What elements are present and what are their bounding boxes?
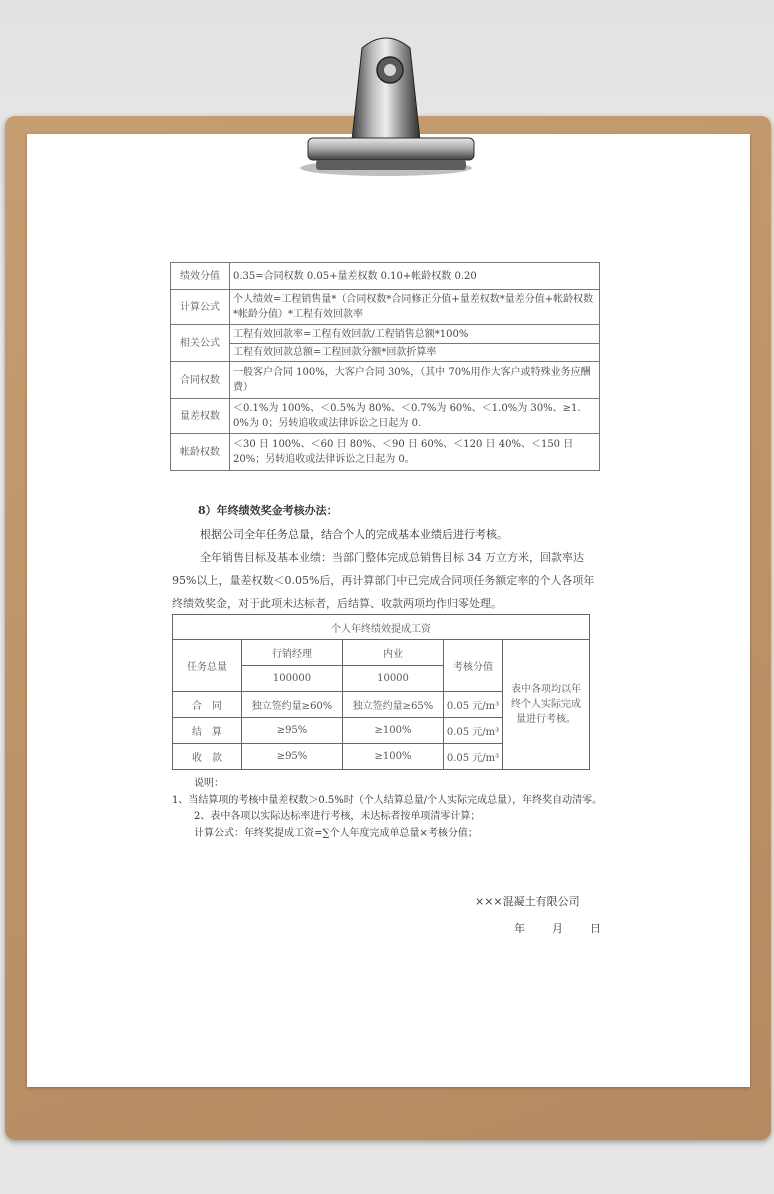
notes-heading: 说明： xyxy=(194,778,224,789)
notes xyxy=(172,776,604,842)
task-label: 任务总量 xyxy=(173,640,242,692)
row-label: 收 款 xyxy=(173,744,242,770)
notes-item-2: 2、表中各项以实际达标率进行考核，未达标者按单项清零计算； xyxy=(194,811,481,822)
row-sales: ≥95% xyxy=(242,718,343,744)
date-month: 月 xyxy=(552,922,563,935)
section-title: 8）年终绩效奖金考核办法： xyxy=(198,504,338,517)
date-year: 年 xyxy=(514,922,525,935)
row-label: 结 算 xyxy=(173,718,242,744)
section-intro: 根据公司全年任务总量，结合个人的完成基本业绩后进行考核。 xyxy=(200,528,508,541)
company-name: ×××混凝土有限公司 xyxy=(475,895,580,908)
row-score: 0.05 元/m³ xyxy=(444,692,503,718)
notes-formula: 计算公式：年终奖提成工资=∑个人年度完成单总量×考核分值； xyxy=(194,827,478,839)
row-score: 0.05 元/m³ xyxy=(444,718,503,744)
row-label: 相关公式 xyxy=(171,325,230,362)
row-content-line: 工程有效回款率=工程有效回款/工程销售总额*100% xyxy=(230,326,599,344)
row-sales: 独立签约量≥60% xyxy=(242,692,343,718)
table-row xyxy=(173,640,590,666)
row-sales: ≥95% xyxy=(242,744,343,770)
table-row xyxy=(171,399,600,434)
row-content: ＜0.1%为 100%、＜0.5%为 80%、＜0.7%为 60%、＜1.0%为 30%、≥1. 0%为 0；另转追收或法律诉讼之日起为 0. xyxy=(230,399,600,434)
binder-clip-icon xyxy=(296,28,476,178)
signature-date xyxy=(514,920,628,936)
col-score: 考核分值 xyxy=(444,640,503,692)
row-content: ＜30 日 100%、＜60 日 80%、＜90 日 60%、＜120 日 40%、＜150 日 20%；另转追收或法律诉讼之日起为 0。 xyxy=(230,434,600,471)
table-row xyxy=(171,434,600,471)
bonus-table-title: 个人年终绩效提成工资 xyxy=(173,615,590,640)
row-label: 计算公式 xyxy=(171,290,230,325)
section-body: 全年销售目标及基本业绩：当部门整体完成总销售目标 34 万立方米，回款率达 95%以上，量差权数＜0.05%后，再计算部门中已完成合同项任务额定率的个人各项年终绩效奖金，对于此项未达标者，后结算、收款两项均作归零处理。 xyxy=(172,551,595,610)
bonus-table xyxy=(172,614,590,770)
row-label: 合 同 xyxy=(173,692,242,718)
table-row xyxy=(171,290,600,325)
notes-item-1: 1、当结算项的考核中量差权数＞0.5%时（个人结算总量/个人实际完成总量），年终奖自动清零。 xyxy=(172,794,603,806)
sales-manager-total: 100000 xyxy=(242,666,343,692)
row-inside: ≥100% xyxy=(343,718,444,744)
table-row xyxy=(171,263,600,290)
row-label: 绩效分值 xyxy=(171,263,230,290)
inside-total: 10000 xyxy=(343,666,444,692)
col-sales-manager: 行销经理 xyxy=(242,640,343,666)
row-content: 0.35=合同权数 0.05+量差权数 0.10+帐龄权数 0.20 xyxy=(230,263,600,290)
row-label: 合同权数 xyxy=(171,362,230,399)
date-day: 日 xyxy=(590,922,601,935)
table-row xyxy=(171,362,600,399)
col-inside: 内业 xyxy=(343,640,444,666)
criteria-table xyxy=(170,262,600,471)
row-label: 帐龄权数 xyxy=(171,434,230,471)
table-row xyxy=(173,615,590,640)
row-score: 0.05 元/m³ xyxy=(444,744,503,770)
bonus-note: 表中各项均以年终个人实际完成量进行考核。 xyxy=(503,640,590,770)
row-content-line: 工程有效回款总额=工程回款分额*回款折算率 xyxy=(233,346,437,358)
row-content xyxy=(230,325,600,362)
row-label: 量差权数 xyxy=(171,399,230,434)
row-content: 个人绩效=工程销售量*（合同权数*合同修正分值+量差权数*量差分值+帐龄权数*帐龄分值）*工程有效回款率 xyxy=(230,290,600,325)
row-content: 一般客户合同 100%，大客户合同 30%，（其中 70%用作大客户或特殊业务应酬费） xyxy=(230,362,600,399)
row-inside: 独立签约量≥65% xyxy=(343,692,444,718)
row-inside: ≥100% xyxy=(343,744,444,770)
table-row xyxy=(171,325,600,362)
